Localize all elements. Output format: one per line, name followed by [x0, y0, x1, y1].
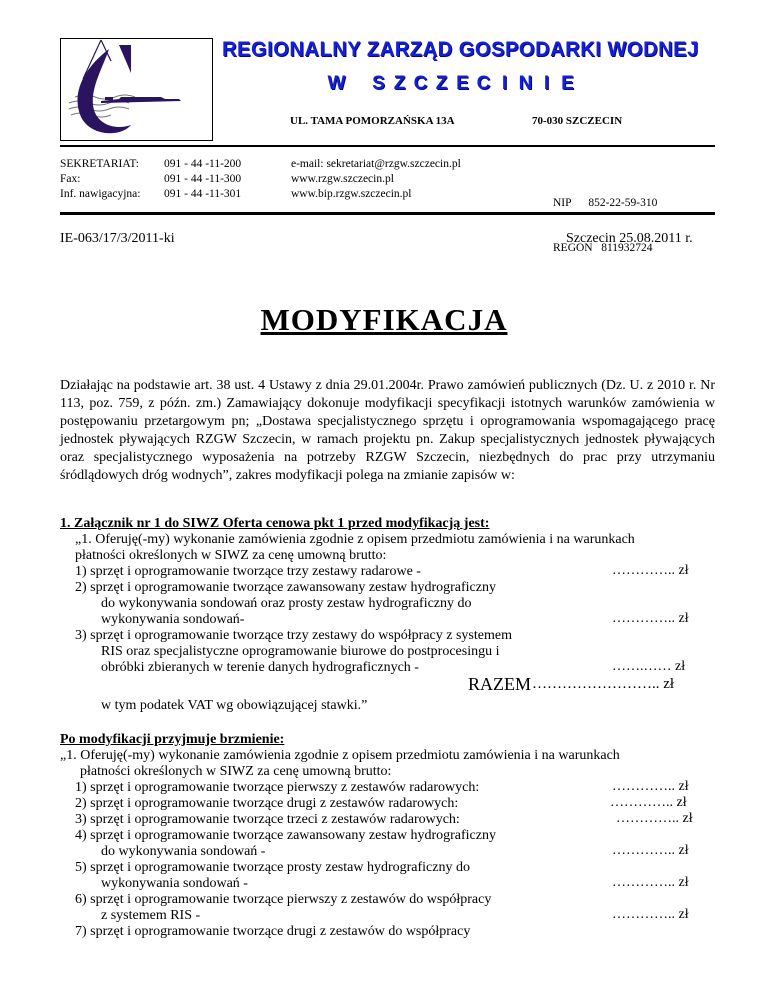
section1-heading: 1. Załącznik nr 1 do SIWZ Oferta cenowa pkt 1 przed modyfikacją jest: [60, 516, 490, 531]
section2-item: 4) sprzęt i oprogramowanie tworzące zawansowany zestaw hydrograficzny [75, 828, 496, 843]
section2-line: z systemem RIS - [101, 908, 201, 923]
place-date: Szczecin 25.08.2011 r. [566, 231, 693, 246]
contact-labels: SEKRETARIAT: Fax: Inf. nawigacyjna: [60, 158, 141, 200]
page-title: MODYFIKACJA [260, 302, 508, 337]
street-address: UL. TAMA POMORZAŃSKA 13A [290, 115, 455, 127]
website-link[interactable]: www.rzgw.szczecin.pl [291, 173, 394, 185]
section1-line: do wykonywania sondowań oraz prosty zestaw hydrograficzny do [101, 596, 472, 611]
section2-item: 7) sprzęt i oprogramowanie tworzące drugi z zestawów do współpracy [75, 924, 471, 939]
section2-heading: Po modyfikacji przyjmuje brzmienie: [60, 732, 285, 747]
section2-line: „1. Oferuję(-my) wykonanie zamówienia zgodnie z opisem przedmiotu zamówienia i na warunkach [60, 748, 620, 763]
amount-field: ………….. zł [612, 611, 689, 626]
section1-line: wykonywania sondowań- [101, 612, 245, 627]
water-drop-logo-icon [61, 39, 212, 140]
section1-item: 3) sprzęt i oprogramowanie tworzące trzy zestawy do współpracy z systemem [75, 628, 512, 643]
postal-address: 70-030 SZCZECIN [532, 115, 623, 127]
contact-web [291, 157, 461, 202]
header-divider-bottom [60, 212, 715, 215]
amount-field: ………….. zł [612, 907, 689, 922]
contact-numbers: 091 - 44 -11-200 091 - 44 -11-300 091 - 44 -11-301 [164, 158, 242, 200]
reference-number: IE-063/17/3/2011-ki [60, 231, 175, 246]
section1-line: obróbki zbieranych w terenie danych hydrograficznych - [101, 660, 419, 675]
section1-item: 1) sprzęt i oprogramowanie tworzące trzy zestawy radarowe - [75, 564, 421, 579]
amount-field: ………….. zł [610, 795, 687, 810]
section2-item: 6) sprzęt i oprogramowanie tworzące pierwszy z zestawów do współpracy [75, 892, 492, 907]
organization-city: W S Z C Z E C I N I E [327, 73, 574, 94]
header-divider-top [60, 145, 715, 147]
email-link[interactable]: e-mail: sekretariat@rzgw.szczecin.pl [291, 158, 461, 170]
section2-item: 2) sprzęt i oprogramowanie tworzące drugi z zestawów radarowych: [75, 796, 459, 811]
amount-field: ………….. zł [612, 875, 689, 890]
section1-item: 2) sprzęt i oprogramowanie tworzące zawansowany zestaw hydrograficzny [75, 580, 496, 595]
section1-line: „1. Oferuję(-my) wykonanie zamówienia zgodnie z opisem przedmiotu zamówienia i na warunkach [75, 532, 635, 547]
amount-field: ………….. zł [612, 843, 689, 858]
section1-line: płatności określonych w SIWZ za cenę umowną brutto: [75, 548, 387, 563]
intro-paragraph: Działając na podstawie art. 38 ust. 4 Ustawy z dnia 29.01.2004r. Prawo zamówień publicznych (Dz. U. z 2010 r. Nr 113, poz. 759, z późn. zm.) Zamawiający dokonuje modyfikacji specyfikacji istotnych warunków zamówienia w postępowaniu przetargowym pn; „Dostawa specjalistycznego sprzętu i oprogramowania wspomagającego pracę jednostek pływających RZGW Szczecin, w ramach projektu pn. Zakup specjalistycznych jednostek pływających oraz specjalistycznego wyposażenia na potrzeby RZGW Szczecin, niezbędnych do prac przy utrzymaniu śródlądowych dróg wodnych”, zakres modyfikacji polega na zmianie zapisów w: [60, 378, 715, 483]
section2-line: do wykonywania sondowań - [101, 844, 266, 859]
logo [60, 38, 213, 141]
amount-field: ………….. zł [616, 811, 693, 826]
bip-link[interactable]: www.bip.rzgw.szczecin.pl [291, 188, 412, 200]
section2-item: 1) sprzęt i oprogramowanie tworzące pierwszy z zestawów radarowych: [75, 780, 480, 795]
section1-line: RIS oraz specjalistyczne oprogramowanie biurowe do postprocesingu i [101, 644, 500, 659]
section2-line: płatności określonych w SIWZ za cenę umowną brutto: [80, 764, 392, 779]
section2-line: wykonywania sondowań - [101, 876, 248, 891]
section2-item: 5) sprzęt i oprogramowanie tworzące prosty zestaw hydrograficzny do [75, 860, 470, 875]
tax-ids: NIP 852-22-59-310 REGON 811932724 [553, 197, 658, 254]
amount-field: ………….. zł [612, 563, 689, 578]
vat-note: w tym podatek VAT wg obowiązującej stawki.” [101, 698, 368, 713]
amount-field: …….…… zł [612, 659, 686, 674]
total-label: RAZEM [468, 674, 531, 694]
section2-item: 3) sprzęt i oprogramowanie tworzące trzeci z zestawów radarowych: [75, 812, 460, 827]
organization-name: REGIONALNY ZARZĄD GOSPODARKI WODNEJ [222, 38, 699, 61]
total-value: …………………….. zł [532, 676, 675, 692]
amount-field: ………….. zł [612, 779, 689, 794]
